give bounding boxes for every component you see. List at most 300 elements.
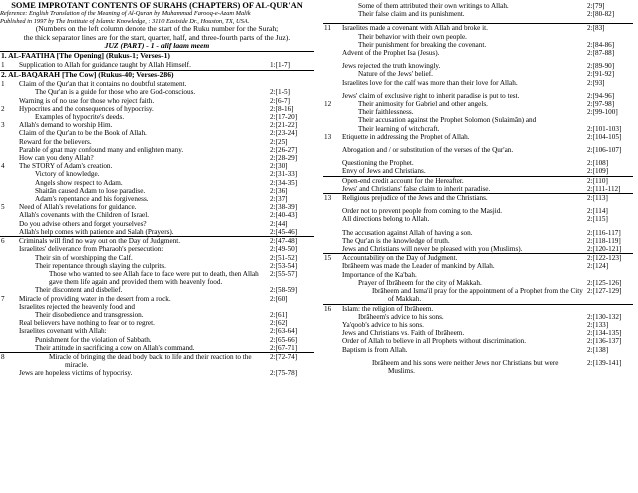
contents-row	[0, 88, 314, 96]
ruku-number: 16	[324, 304, 332, 313]
verse-reference: 2:[21-22]	[270, 121, 298, 130]
ruku-number	[0, 88, 19, 96]
contents-text: Their punishment for breaking the covenant.	[358, 40, 487, 49]
contents-row	[0, 311, 314, 319]
contents-row	[323, 329, 633, 337]
verse-reference: 2:[114]	[587, 207, 608, 216]
contents-text: Open-end credit account for the Hereafter.	[342, 176, 464, 185]
contents-row	[0, 303, 314, 311]
contents-row	[323, 237, 633, 245]
contents-text: Punishment for the violation of Sabbath.	[35, 335, 152, 344]
contents-row	[0, 295, 314, 303]
document-title: SOME IMPROTANT CONTENTS OF SURAHS (CHAPTERS) OF AL-QUR'AN	[11, 1, 303, 10]
verse-reference: 2:[130-132]	[587, 312, 622, 321]
ruku-number	[0, 113, 19, 121]
ruku-number	[0, 336, 19, 344]
contents-text: Their disobedience and transgression.	[35, 310, 144, 319]
contents-text: Importance of the Ka'bah.	[342, 270, 417, 279]
contents-row	[323, 337, 633, 345]
contents-text: Reward for the believers.	[19, 137, 92, 146]
contents-text: Their discontent and disbelief.	[35, 286, 123, 295]
ruku-number	[323, 271, 342, 279]
verse-reference: 2:[26-27]	[270, 145, 298, 154]
verse-reference	[587, 305, 633, 313]
ruku-number: 13	[324, 194, 332, 203]
ruku-number: 4	[1, 162, 5, 171]
ruku-number	[0, 286, 19, 294]
ruku-number: 13	[324, 132, 332, 141]
ruku-number	[323, 41, 342, 49]
verse-reference: 2:[58-59]	[270, 286, 298, 295]
contents-text: All directions belong to Allah.	[342, 215, 430, 224]
ruku-number	[0, 254, 19, 262]
ruku-number	[0, 311, 19, 319]
contents-text: Allah's demand to worship Him.	[19, 121, 113, 130]
contents-text: Do you advise others and forget yourselves?	[19, 219, 147, 228]
verse-reference: 2:[53-54]	[270, 261, 298, 270]
verse-reference: 2:[116-117]	[587, 228, 621, 237]
contents-row	[323, 229, 633, 237]
contents-row	[0, 245, 314, 253]
verse-reference: 2:[34-35]	[270, 178, 298, 187]
ruku-number	[323, 62, 342, 70]
verse-reference: 2:[94-96]	[587, 91, 615, 100]
contents-row	[0, 327, 314, 335]
ruku-number	[0, 179, 19, 187]
contents-text: Jews and Christians will never be pleased with you (Muslims).	[342, 245, 523, 254]
verse-reference: 2:[60]	[270, 294, 288, 303]
verse-reference: 2:[62]	[270, 319, 288, 328]
ruku-number	[323, 10, 342, 18]
contents-text: Allah's help comes with patience and Salah (Prayers).	[19, 227, 174, 236]
contents-text: Claim of the Qur'an to be the Book of Allah.	[19, 129, 147, 138]
verse-reference: 2:[134-135]	[587, 329, 622, 338]
contents-row	[0, 170, 314, 178]
verse-reference: 2:[108]	[587, 159, 609, 168]
verse-reference	[270, 80, 314, 88]
ruku-number	[0, 129, 19, 137]
verse-reference: 2:[133]	[587, 320, 609, 329]
ruku-number: 15	[324, 254, 332, 263]
verse-reference: 2:[111-112]	[587, 184, 621, 193]
ruku-number: 11	[324, 24, 331, 33]
ruku-number	[0, 319, 19, 327]
contents-text: Islam: the religion of Ibrāheem.	[342, 304, 434, 313]
surah-title: 2. AL-BAQARAH [The Cow] (Rukus-40; Verses-286)	[1, 70, 174, 80]
ruku-number	[0, 327, 19, 335]
contents-text: Prayer of Ibrāheem for the city of Makkah.	[358, 278, 482, 287]
contents-text: Their learning of witchcraft.	[358, 124, 440, 133]
ruku-number: 1	[1, 61, 5, 70]
verse-reference: 2:[6-7]	[270, 96, 290, 105]
right-column	[323, 2, 633, 375]
ruku-number	[0, 303, 19, 311]
contents-row	[323, 193, 633, 202]
ruku-number	[323, 287, 342, 303]
contents-text: Allah's covenants with the Children of Israel.	[19, 211, 150, 220]
verse-reference: 2:[67-71]	[270, 343, 298, 352]
verse-reference: 2:[45-46]	[270, 227, 298, 236]
ruku-number	[0, 211, 19, 219]
contents-text: How can you deny Allah?	[19, 154, 94, 163]
verse-reference: 2:[93]	[587, 78, 605, 87]
verse-reference: 2:[17-20]	[270, 113, 298, 122]
contents-row	[323, 167, 633, 175]
surah-section	[0, 70, 314, 377]
left-column	[0, 2, 314, 378]
ruku-number	[323, 262, 342, 270]
ruku-number	[323, 215, 342, 223]
verse-reference	[587, 271, 633, 279]
verse-reference: 1:[1-7]	[270, 61, 290, 70]
contents-row	[323, 207, 633, 215]
verse-reference: 2:[47-48]	[270, 237, 298, 246]
contents-text: Miracle of providing water in the desert from a rock.	[19, 294, 171, 303]
contents-text: Victory of knowledge.	[35, 170, 100, 179]
ruku-number	[323, 49, 342, 57]
contents-row	[323, 287, 633, 303]
contents-text: Ibrāheem and Isma'il pray for the appointment of a Prophet from the City of Makkah.	[372, 287, 583, 304]
contents-row	[323, 253, 633, 262]
contents-row	[323, 23, 633, 32]
ruku-number	[0, 154, 19, 162]
ruku-number	[323, 337, 342, 345]
contents-row	[0, 254, 314, 262]
ruku-number	[323, 237, 342, 245]
reference-line-2: Published in 1997 by The Institute of Islamic Knowledge, : 3110 Eastside Dr., Houston, TX, USA.	[0, 17, 250, 25]
verse-reference: 2:[63-64]	[270, 327, 298, 336]
document-header	[0, 2, 314, 50]
verse-reference: 2:[106-107]	[587, 146, 622, 155]
contents-row	[323, 2, 633, 10]
verse-reference: 2:[109]	[587, 167, 609, 176]
contents-row	[0, 203, 314, 211]
verse-reference: 2:[40-43]	[270, 211, 298, 220]
ruku-number	[323, 92, 342, 100]
contents-row	[0, 154, 314, 162]
contents-text: Adam's repentance and his forgiveness.	[35, 195, 149, 204]
ruku-number	[323, 359, 342, 375]
contents-text: Accountability on the Day of Judgment.	[342, 254, 458, 263]
verse-reference: 2:[122-123]	[587, 254, 622, 263]
ruku-number	[323, 329, 342, 337]
ruku-number	[323, 313, 342, 321]
verse-reference	[270, 303, 314, 311]
contents-row	[323, 215, 633, 223]
verse-reference	[587, 33, 633, 41]
ruku-number: 12	[324, 100, 332, 109]
contents-text: Jews' and Christians' false claim to inherit paradise.	[342, 184, 491, 193]
contents-text: The Qur'an is the knowledge of truth.	[342, 236, 450, 245]
ruku-number	[0, 369, 19, 377]
contents-text: Questioning the Prophet.	[342, 159, 414, 168]
verse-reference: 2:[31-33]	[270, 170, 298, 179]
verse-reference: 2:[8-16]	[270, 104, 294, 113]
contents-text: Their repentance through slaying the culprits.	[35, 261, 166, 270]
contents-text: Their false claim and its punishment.	[358, 10, 465, 19]
contents-text: Ibrāheem was made the Leader of mankind by Allah.	[342, 262, 495, 271]
contents-row	[0, 286, 314, 294]
contents-text: The STORY of Adam's creation.	[19, 162, 113, 171]
contents-text: Shaitān caused Adam to lose paradise.	[35, 186, 146, 195]
contents-row	[323, 271, 633, 279]
contents-text: The accusation against Allah of having a son.	[342, 228, 473, 237]
ruku-number	[0, 187, 19, 195]
contents-text: Jews rejected the truth knowingly.	[342, 62, 441, 71]
verse-reference: 2:[55-57]	[270, 269, 298, 278]
verse-reference: 2:[25]	[270, 137, 288, 146]
contents-row	[323, 33, 633, 41]
ruku-number	[0, 170, 19, 178]
verse-reference: 2:[75-78]	[270, 369, 298, 378]
ruku-number	[0, 262, 19, 270]
contents-text: Their attitude in sacrificing a cow on Allah's command.	[35, 343, 195, 352]
contents-row	[323, 279, 633, 287]
verse-reference: 2:[87-88]	[587, 49, 615, 58]
contents-row	[0, 319, 314, 327]
contents-row	[323, 116, 633, 124]
verse-reference: 2:[136-137]	[587, 337, 622, 346]
verse-reference: 2:[79]	[587, 2, 605, 10]
verse-reference: 2:[115]	[587, 215, 608, 224]
verse-reference: 2:[83]	[587, 24, 605, 33]
contents-row	[0, 353, 314, 369]
contents-text: The Qur'an is a guide for those who are God-conscious.	[35, 88, 196, 97]
verse-reference: 2:[61]	[270, 310, 288, 319]
contents-row	[0, 61, 314, 69]
contents-row	[0, 262, 314, 270]
contents-row	[0, 211, 314, 219]
contents-row	[323, 313, 633, 321]
contents-text: Israelites rejected the heavenly food and	[19, 302, 135, 311]
contents-row	[323, 100, 633, 108]
ruku-number	[323, 2, 342, 10]
contents-text: Warning is of no use for those who reject faith.	[19, 96, 155, 105]
contents-text: Miracle of bringing the dead body back to life and their reaction to the miracle.	[49, 352, 252, 370]
verse-reference: 2:[104-105]	[587, 132, 622, 141]
contents-text: Those who wanted to see Allah face to face were put to death, then Allah gave them life again and provided them with heavenly food.	[49, 269, 259, 287]
contents-text: Criminals will find no way out on the Day of Judgment.	[19, 237, 181, 246]
contents-text: Order not to prevent people from coming to the Masjid.	[342, 207, 503, 216]
verse-reference: 2:[110]	[587, 176, 608, 185]
verse-reference: 2:[38-39]	[270, 203, 298, 212]
contents-row	[0, 162, 314, 170]
verse-reference: 2:[72-74]	[270, 352, 298, 361]
contents-row	[323, 159, 633, 167]
contents-row	[0, 195, 314, 203]
ruku-number	[323, 70, 342, 78]
contents-text: Abrogation and / or substitution of the verses of the Qur'an.	[342, 146, 514, 155]
surah-section	[0, 51, 314, 69]
contents-text: Ibrāheem and his sons were neither Jews nor Christians but were Muslims.	[372, 358, 559, 375]
verse-reference: 2:[118-119]	[587, 236, 621, 245]
ruku-number	[0, 138, 19, 146]
contents-row	[323, 10, 633, 18]
contents-text: Supplication to Allah for guidance taught by Allah Himself.	[19, 61, 191, 70]
contents-text: Real believers have nothing to fear or to regret.	[19, 319, 155, 328]
ruku-number	[323, 207, 342, 215]
contents-row	[0, 179, 314, 187]
contents-row	[0, 228, 314, 237]
contents-text: Jews' claim of exclusive right to inherit paradise is put to test.	[342, 91, 520, 100]
contents-row	[0, 80, 314, 88]
verse-reference: 2:[51-52]	[270, 253, 298, 262]
left-sections	[0, 51, 314, 377]
contents-text: Examples of hypocrite's deeds.	[35, 113, 125, 122]
contents-row	[323, 70, 633, 78]
verse-reference: 2:[124]	[587, 262, 609, 271]
contents-row	[0, 369, 314, 377]
verse-reference: 2:[37]	[270, 195, 288, 204]
verse-reference: 2:[36]	[270, 186, 288, 195]
contents-row	[323, 304, 633, 313]
ruku-number: 2	[1, 104, 5, 113]
verse-reference: 2:[99-100]	[587, 108, 618, 117]
surah-title: 1. AL-FAATIHA [The Opening] (Rukus-1; Verses-1)	[1, 51, 170, 61]
contents-row	[0, 138, 314, 146]
verse-reference: 2:[138]	[587, 345, 609, 354]
ruku-number	[323, 177, 342, 185]
contents-row	[0, 187, 314, 195]
contents-row	[323, 108, 633, 116]
contents-text: Etiquette in addressing the Prophet of Allah.	[342, 132, 470, 141]
contents-text: Claim of the Qur'an that it contains no doubtful statement.	[19, 80, 187, 89]
contents-text: Hypocrites and the consequences of hypocrisy.	[19, 104, 154, 113]
ruku-number	[323, 33, 342, 41]
ruku-number	[323, 79, 342, 87]
verse-reference: 2:[97-98]	[587, 100, 615, 109]
ruku-number	[0, 195, 19, 203]
contents-text: Angels show respect to Adam.	[35, 178, 123, 187]
contents-row	[0, 129, 314, 137]
verse-reference: 2:[84-86]	[587, 40, 615, 49]
contents-row	[323, 346, 633, 354]
verse-reference: 2:[89-90]	[587, 62, 615, 71]
note-line-1: (Numbers on the left column denote the start of the Ruku number for the Surah;	[35, 24, 279, 34]
contents-row	[323, 185, 633, 193]
contents-row	[0, 220, 314, 228]
contents-text: Israelites covenant with Allah:	[19, 327, 107, 336]
ruku-number	[323, 159, 342, 167]
contents-text: Ibrāheem's advice to his sons.	[358, 312, 444, 321]
verse-reference: 2:[125-126]	[587, 278, 622, 287]
ruku-number: 7	[1, 294, 5, 303]
contents-row	[0, 97, 314, 105]
contents-row	[323, 321, 633, 329]
verse-reference: 2:[1-5]	[270, 88, 290, 97]
contents-row	[0, 146, 314, 154]
contents-text: Some of them attributed their own writings to Allah.	[358, 2, 509, 10]
juz-heading: JUZ (PART) - 1 - alif laam meem	[104, 41, 210, 51]
contents-row	[0, 105, 314, 113]
contents-row	[323, 49, 633, 57]
ruku-number: 8	[1, 352, 5, 361]
contents-text: Advent of the Prophet Isa (Jesus).	[342, 49, 440, 58]
contents-text: Order of Allah to believe in all Prophets without discrimination.	[342, 337, 527, 346]
ruku-number	[0, 220, 19, 228]
contents-row	[323, 359, 633, 375]
ruku-number: 5	[1, 203, 5, 212]
ruku-number	[323, 167, 342, 175]
contents-row	[0, 113, 314, 121]
contents-row	[0, 121, 314, 129]
contents-row	[0, 270, 314, 286]
contents-row	[323, 262, 633, 270]
contents-row	[323, 125, 633, 133]
ruku-number	[323, 116, 342, 124]
verse-reference: 2:[91-92]	[587, 70, 615, 79]
ruku-number	[323, 346, 342, 354]
ruku-number: 1	[1, 80, 5, 89]
ruku-number: 3	[1, 121, 5, 130]
contents-text: Their accusation against the Prophet Solomon (Sulaimān) and	[358, 116, 537, 125]
contents-text: Nature of the Jews' belief.	[358, 70, 433, 79]
contents-row	[323, 245, 633, 253]
verse-reference: 2:[80-82]	[587, 10, 615, 19]
ruku-number	[323, 146, 342, 154]
contents-row	[0, 336, 314, 344]
verse-reference: 2:[23-24]	[270, 129, 298, 138]
contents-row	[323, 41, 633, 49]
contents-text: Israelites' deliverance from Pharaoh's persecution:	[19, 245, 164, 254]
ruku-number	[323, 125, 342, 133]
ruku-number	[323, 108, 342, 116]
contents-row	[323, 146, 633, 154]
ruku-number	[0, 97, 19, 105]
ruku-number	[0, 228, 19, 236]
ruku-number	[323, 321, 342, 329]
verse-reference: 2:[49-50]	[270, 245, 298, 254]
ruku-number	[0, 146, 19, 154]
ruku-number	[323, 245, 342, 253]
contents-text: Religious prejudice of the Jews and the Christians.	[342, 194, 488, 203]
verse-reference: 2:[28-29]	[270, 154, 298, 163]
contents-text: Israelites made a covenant with Allah and broke it.	[342, 24, 488, 33]
verse-reference	[587, 116, 633, 124]
verse-reference: 2:[44]	[270, 219, 288, 228]
contents-row	[0, 237, 314, 245]
contents-text: Parable of gnat may confound many and enlighten many.	[19, 145, 184, 154]
contents-row	[0, 344, 314, 353]
contents-row	[323, 62, 633, 70]
ruku-number	[323, 279, 342, 287]
contents-text: Need of Allah's revelations for guidance.	[19, 203, 137, 212]
contents-text: Their faithlessness.	[358, 108, 414, 117]
contents-row	[323, 92, 633, 100]
ruku-number	[0, 245, 19, 253]
contents-text: Israelites love for the calf was more than their love for Allah.	[342, 78, 518, 87]
verse-reference: 2:[127-129]	[587, 287, 622, 296]
contents-row	[323, 79, 633, 87]
ruku-number: 6	[1, 237, 5, 246]
ruku-number	[323, 185, 342, 193]
verse-reference: 2:[113]	[587, 194, 608, 203]
verse-reference: 2:[65-66]	[270, 335, 298, 344]
contents-text: Jews are hopeless victims of hypocrisy.	[19, 369, 133, 378]
ruku-number	[323, 229, 342, 237]
contents-row	[323, 133, 633, 141]
contents-text: Envy of Jews and Christians.	[342, 167, 426, 176]
right-rows	[323, 2, 633, 375]
verse-reference: 2:[139-141]	[587, 358, 622, 367]
contents-text: Their behavior with their own people.	[358, 32, 467, 41]
contents-text: Baptism is from Allah.	[342, 345, 408, 354]
ruku-number	[0, 344, 19, 352]
verse-reference: 2:[30]	[270, 162, 288, 171]
contents-text: Jews and Christians vs. Faith of Ibrāheem.	[342, 329, 465, 338]
contents-row	[323, 176, 633, 185]
contents-text: Their sin of worshipping the Calf.	[35, 253, 133, 262]
